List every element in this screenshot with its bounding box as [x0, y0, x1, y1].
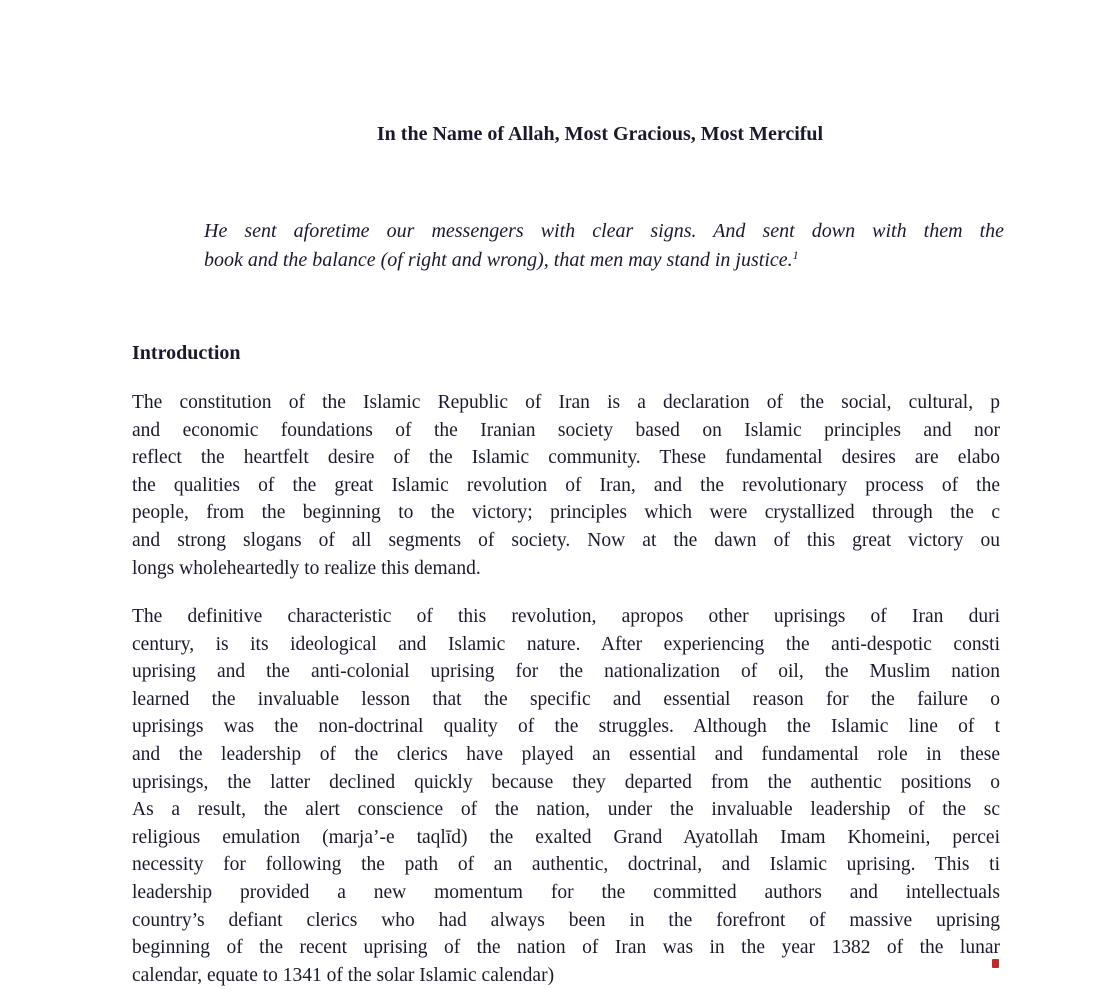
paragraph-line: reflect the heartfelt desire of the Islamic community. These fundamental desires are elabo	[132, 447, 1000, 469]
paragraph-line: calendar, equate to 1341 of the solar Islamic calendar)	[132, 964, 555, 986]
paragraph-line: learned the invaluable lesson that the specific and essential reason for the failure o	[132, 688, 1000, 710]
paragraph-line: and the leadership of the clerics have played an essential and fundamental role in these	[132, 743, 1000, 765]
paragraph-line: necessity for following the path of an authentic, doctrinal, and Islamic uprising. This ti	[132, 854, 1000, 876]
paragraph-line: uprising and the anti-colonial uprising for the nationalization of oil, the Muslim nation	[132, 661, 1000, 683]
paragraph-line: and economic foundations of the Iranian society based on Islamic principles and nor	[132, 419, 1000, 441]
epigraph-quote	[204, 217, 1004, 275]
paragraph-2	[132, 603, 1000, 989]
epigraph-line-text: book and the balance (of right and wrong), that men may stand in justice.	[204, 249, 793, 271]
footnote-reference: 1	[792, 248, 799, 262]
paragraph-line: uprisings, the latter declined quickly because they departed from the authentic positions o	[132, 771, 1000, 793]
epigraph-line	[204, 246, 1004, 275]
paragraph-line: and strong slogans of all segments of society. Now at the dawn of this great victory ou	[132, 529, 1000, 551]
paragraph-line: century, is its ideological and Islamic nature. After experiencing the anti-despotic consti	[132, 633, 1000, 655]
paragraph-line: the qualities of the great Islamic revolution of Iran, and the revolutionary process of the	[132, 474, 1000, 496]
red-annotation-mark	[992, 959, 999, 968]
paragraph-line: religious emulation (marja’-e taqlīd) the exalted Grand Ayatollah Imam Khomeini, percei	[132, 826, 1000, 848]
paragraph-line: people, from the beginning to the victory; principles which were crystallized through the c	[132, 502, 1000, 524]
paragraph-line: longs wholeheartedly to realize this demand.	[132, 557, 481, 579]
paragraph-line: leadership provided a new momentum for the committed authors and intellectuals	[132, 881, 1000, 903]
paragraph-line: The constitution of the Islamic Republic of Iran is a declaration of the social, cultural, p	[132, 392, 1000, 413]
paragraph-1	[132, 389, 1000, 582]
document-title: In the Name of Allah, Most Gracious, Most Merciful	[376, 123, 824, 145]
section-heading-introduction: Introduction	[132, 342, 241, 364]
epigraph-line: He sent aforetime our messengers with clear signs. And sent down with them the	[204, 220, 1004, 242]
paragraph-line: country’s defiant clerics who had always been in the forefront of massive uprising	[132, 909, 1000, 931]
paragraph-line: uprisings was the non-doctrinal quality of the struggles. Although the Islamic line of t	[132, 716, 1000, 738]
paragraph-line: beginning of the recent uprising of the nation of Iran was in the year 1382 of the lunar	[132, 937, 1000, 959]
paragraph-line: The definitive characteristic of this revolution, apropos other uprisings of Iran duri	[132, 606, 1000, 627]
paragraph-line: As a result, the alert conscience of the nation, under the invaluable leadership of the sc	[132, 799, 1000, 821]
